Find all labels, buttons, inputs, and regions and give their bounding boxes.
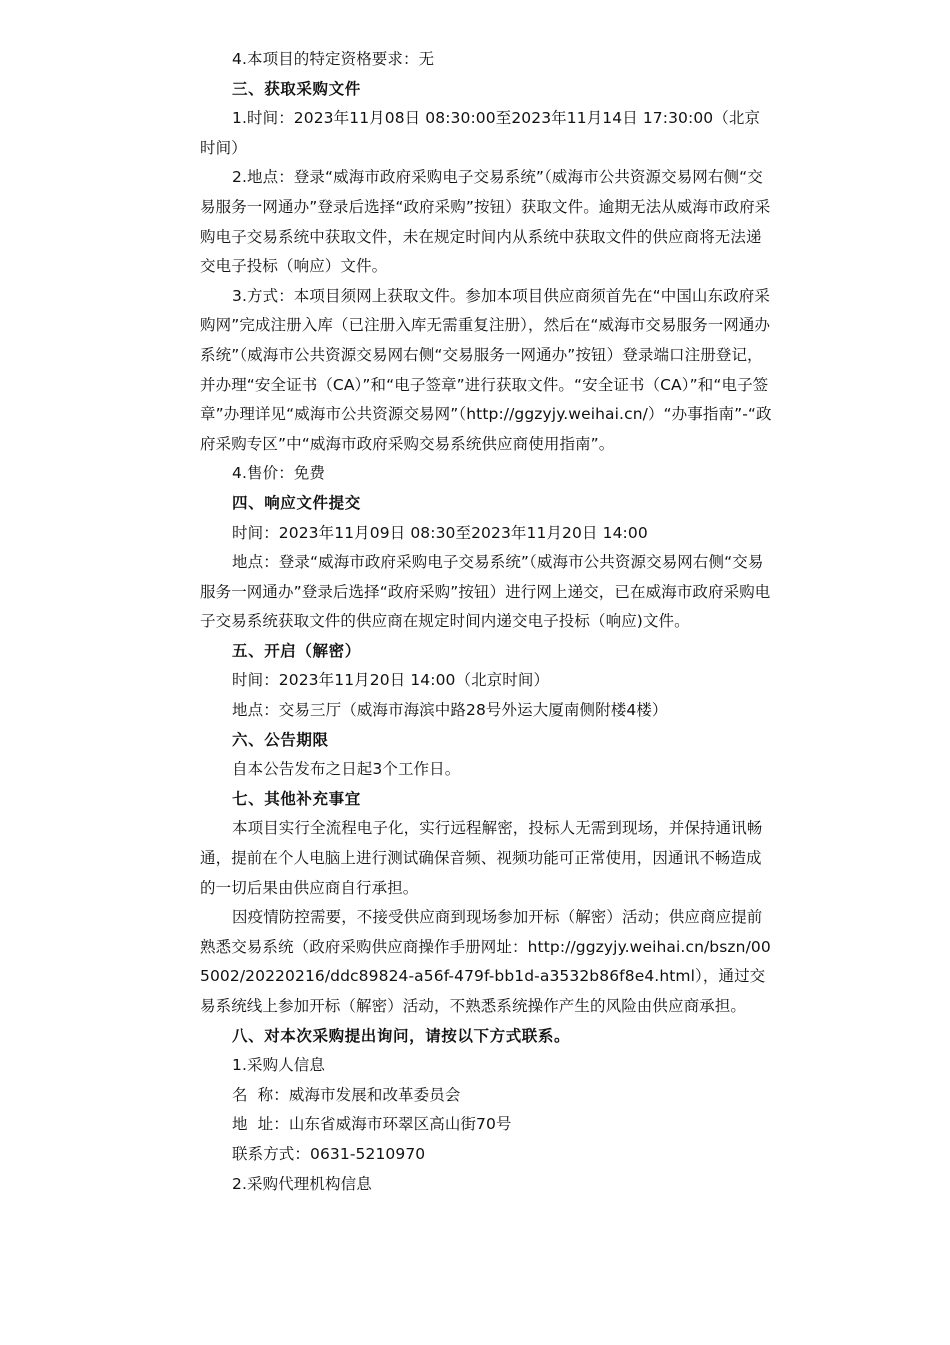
document-price: 4.售价：免费 [232, 464, 325, 483]
submission-time: 时间：2023年11月09日 08:30至2023年11月20日 14:00 [232, 523, 648, 542]
section-4-heading: 四、响应文件提交 [232, 493, 361, 512]
notice-period: 自本公告发布之日起3个工作日。 [232, 760, 461, 779]
section-8-heading: 八、对本次采购提出询问，请按以下方式联系。 [232, 1026, 571, 1045]
submission-location: 地点：登录“威海市政府采购电子交易系统”（威海市公共资源交易网右侧“交易服务一网通办”登录后选择“政府采购”按钮）进行网上递交，已在威海市政府采购电子交易系统获取文件的供应商在规定时间内递交电子投标（响应)文件。 [200, 553, 771, 631]
document-method: 3.方式：本项目须网上获取文件。参加本项目供应商须首先在“中国山东政府采购网”完成注册入库（已注册入库无需重复注册），然后在“威海市交易服务一网通办系统”（威海市公共资源交易网右侧“交易服务一网通办”按钮）登录端口注册登记，并办理“安全证书（CA）”和“电子签章”进行获取文件。“安全证书（CA）”和“电子签章”办理详见“威海市公共资源交易网”（http://ggzyjy.weihai.cn/）“办事指南”-“政府采购专区”中“威海市政府采购交易系统供应商使用指南”。 [200, 286, 772, 453]
agency-info-title: 2.采购代理机构信息 [232, 1174, 372, 1193]
opening-time: 时间：2023年11月20日 14:00（北京时间） [232, 671, 550, 690]
section-3-heading: 三、获取采购文件 [232, 79, 361, 98]
opening-location: 地点：交易三厅（威海市海滨中路28号外运大厦南侧附楼4楼） [232, 701, 668, 720]
purchaser-address: 地 址：山东省威海市环翠区高山街70号 [232, 1115, 512, 1134]
announcement-document [200, 45, 772, 1199]
section-6-heading: 六、公告期限 [232, 730, 329, 749]
section-5-heading: 五、开启（解密） [232, 641, 361, 660]
purchaser-name: 名 称：威海市发展和改革委员会 [232, 1085, 461, 1104]
document-time: 1.时间：2023年11月08日 08:30:00至2023年11月14日 17:30:00（北京时间） [200, 109, 761, 157]
document-location: 2.地点：登录“威海市政府采购电子交易系统”（威海市公共资源交易网右侧“交易服务一网通办”登录后选择“政府采购”按钮）获取文件。逾期无法从威海市政府采购电子交易系统中获取文件，未在规定时间内从系统中获取文件的供应商将无法递交电子投标（响应）文件。 [200, 168, 771, 276]
section-7-heading: 七、其他补充事宜 [232, 789, 361, 808]
supplement-electronic: 本项目实行全流程电子化，实行远程解密，投标人无需到现场，并保持通讯畅通，提前在个人电脑上进行测试确保音频、视频功能可正常使用，因通讯不畅造成的一切后果由供应商自行承担。 [200, 819, 763, 897]
purchaser-contact: 联系方式：0631-5210970 [232, 1144, 426, 1163]
qualification-requirement: 4.本项目的特定资格要求：无 [232, 50, 435, 68]
purchaser-info-title: 1.采购人信息 [232, 1056, 325, 1075]
supplement-epidemic: 因疫情防控需要，不接受供应商到现场参加开标（解密）活动；供应商应提前熟悉交易系统（政府采购供应商操作手册网址：http://ggzyjy.weihai.cn/bszn/005002/20220216/ddc89824-a56f-479f-bb1d-a3532b86f8e4.html），通过交易系统线上参加开标（解密）活动，不熟悉系统操作产生的风险由供应商承担。 [200, 908, 771, 1015]
